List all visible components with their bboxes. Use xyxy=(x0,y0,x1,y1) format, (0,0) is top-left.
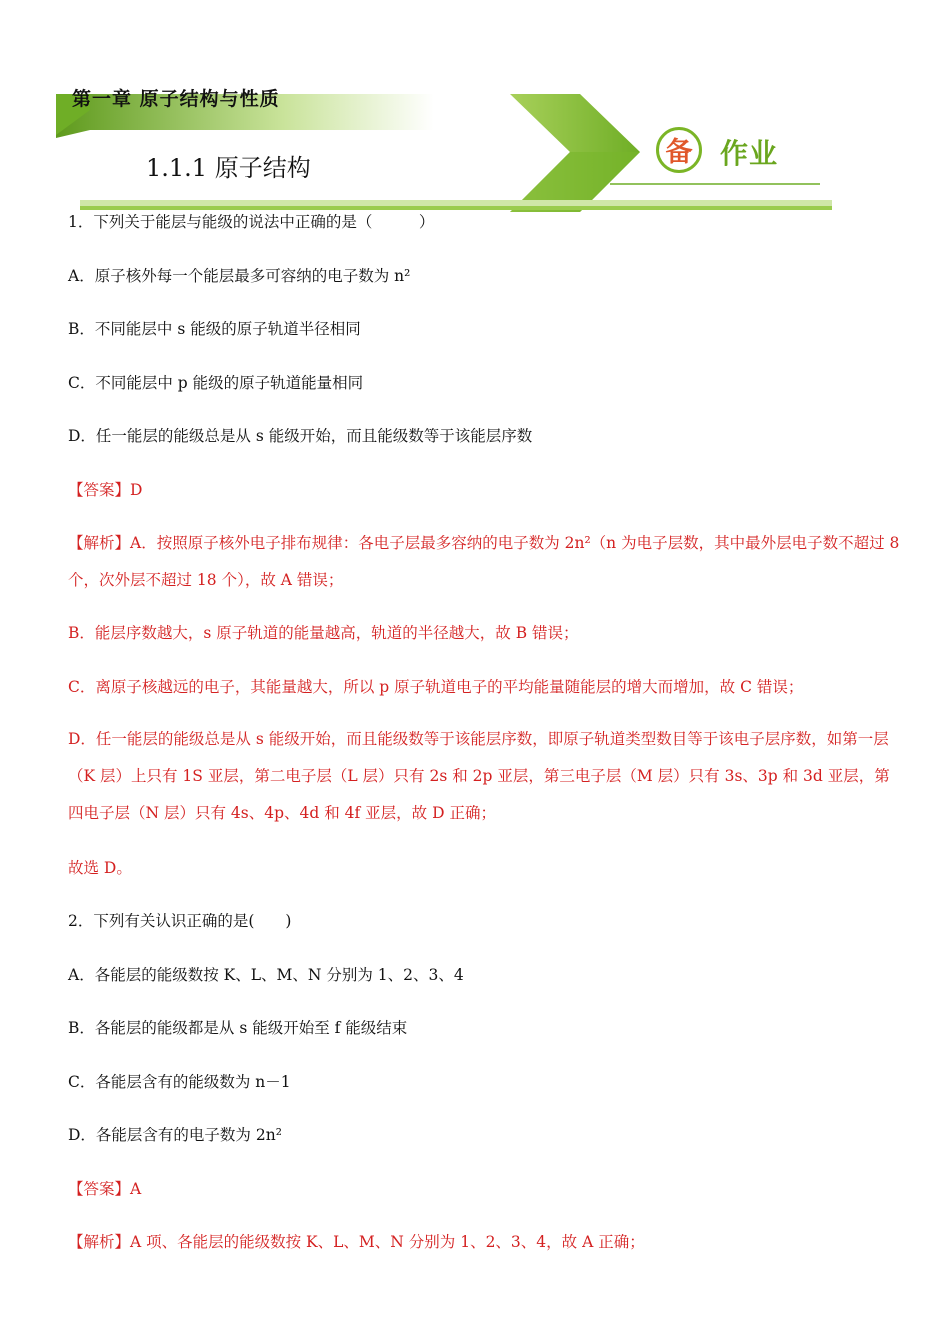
q1-analysis-b: B．能层序数越大，s 原子轨道的能量越高，轨道的半径越大，故 B 错误； xyxy=(68,624,579,642)
header-decoration xyxy=(0,0,950,230)
chapter-title: 第一章 原子结构与性质 xyxy=(72,88,280,110)
q1-option-b: B．不同能层中 s 能级的原子轨道半径相同 xyxy=(68,320,361,338)
q1-stem: 1．下列关于能层与能级的说法中正确的是（ ） xyxy=(68,213,435,231)
badge-icon: 备 xyxy=(656,127,702,173)
q1-option-c: C．不同能层中 p 能级的原子轨道能量相同 xyxy=(68,374,364,392)
q1-analysis-d: D．任一能层的能级总是从 s 能级开始，而且能级数等于该能层序数，即原子轨道类型数目等于该电子层序数，如第一层（K 层）上只有 1S 亚层，第二电子层（L 层）只有 2s 和 2p 亚层，第三电子层（M 层）只有 3s、3p 和 3d 亚层，第四电子层（N 层）只有 4s、4p、4d 和 4f 亚层，故 D 正确； xyxy=(68,730,890,822)
page-header xyxy=(0,0,950,230)
q1-analysis-c: C．离原子核越远的电子，其能量越大，所以 p 原子轨道电子的平均能量随能层的增大而增加，故 C 错误； xyxy=(68,678,804,696)
q1-answer: 【答案】D xyxy=(68,481,143,499)
q1-analysis-a: 【解析】A．按照原子核外电子排布规律：各电子层最多容纳的电子数为 2n²（n 为电子层数，其中最外层电子数不超过 8 个，次外层不超过 18 个），故 A 错误； xyxy=(68,534,900,589)
q2-option-a: A．各能层的能级数按 K、L、M、N 分别为 1、2、3、4 xyxy=(68,966,464,984)
q1-option-d: D．任一能层的能级总是从 s 能级开始，而且能级数等于该能层序数 xyxy=(68,427,533,445)
q1-option-a-text: A．原子核外每一个能层最多可容纳的电子数为 n² xyxy=(68,267,411,285)
q1-conclusion: 故选 D。 xyxy=(68,859,132,877)
q2-option-b: B．各能层的能级都是从 s 能级开始至 f 能级结束 xyxy=(68,1019,408,1037)
q2-option-d: D．各能层含有的电子数为 2n² xyxy=(68,1126,282,1144)
q1-option-a xyxy=(68,266,900,286)
q2-option-c: C．各能层含有的能级数为 n－1 xyxy=(68,1073,291,1091)
q2-stem: 2．下列有关认识正确的是( ) xyxy=(68,912,292,930)
q2-analysis-a: 【解析】A 项、各能层的能级数按 K、L、M、N 分别为 1、2、3、4，故 A 正确； xyxy=(68,1233,645,1251)
badge-label: 作业 xyxy=(720,137,779,170)
section-title: 1.1.1 原子结构 xyxy=(146,154,311,182)
q2-answer: 【答案】A xyxy=(68,1180,142,1198)
